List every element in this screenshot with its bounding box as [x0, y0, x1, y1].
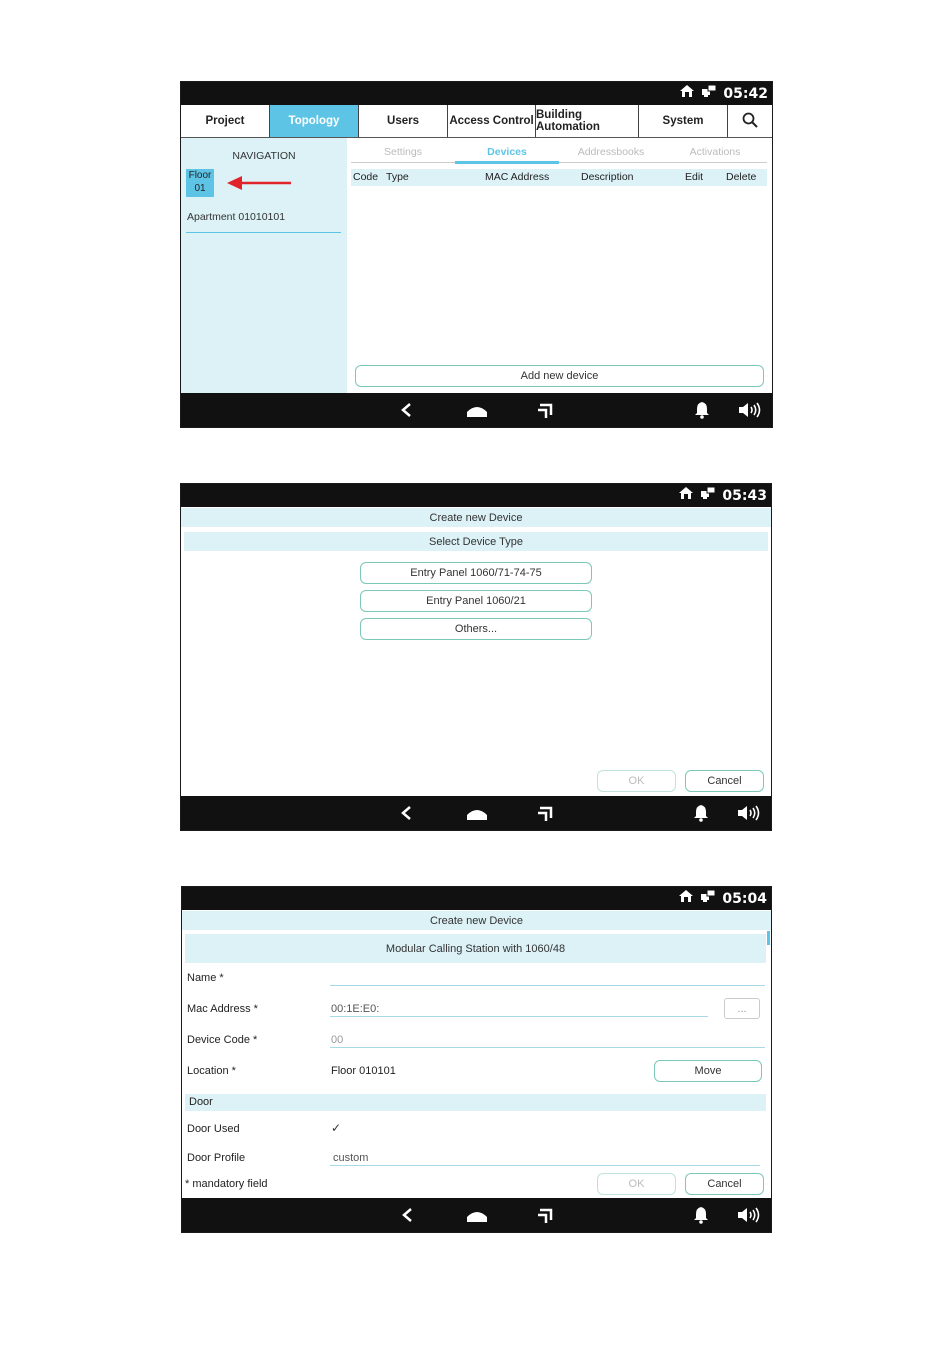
- network-status-icon: [701, 84, 717, 103]
- volume-icon[interactable]: [738, 400, 764, 420]
- status-bar: [181, 484, 771, 507]
- scrollbar[interactable]: [767, 931, 770, 945]
- name-label: Name *: [187, 972, 224, 984]
- tab-project[interactable]: Project: [181, 105, 270, 137]
- subtab-settings[interactable]: Settings: [384, 146, 422, 158]
- column-delete: Delete: [726, 171, 757, 183]
- tab-access-control[interactable]: Access Control: [448, 105, 536, 137]
- column-code: Code: [353, 171, 379, 183]
- mac-more-button[interactable]: ...: [724, 998, 760, 1019]
- recent-apps-icon[interactable]: [534, 400, 556, 420]
- column-mac-address: MAC Address: [485, 171, 550, 183]
- home-status-icon: [678, 486, 694, 505]
- search-icon: [742, 112, 758, 131]
- floor-node[interactable]: Floor 01: [186, 169, 214, 197]
- option-entry-panel-1060-71-74-75[interactable]: Entry Panel 1060/71-74-75: [360, 562, 592, 584]
- recent-apps-icon[interactable]: [534, 803, 556, 823]
- subtab-addressbooks[interactable]: Addressbooks: [577, 146, 645, 158]
- door-section-title: Door: [189, 1096, 213, 1108]
- column-description: Description: [581, 171, 634, 183]
- door-used-checkbox[interactable]: ✓: [331, 1121, 342, 1135]
- navigation-title: NAVIGATION: [232, 150, 296, 162]
- column-type: Type: [386, 171, 409, 183]
- door-used-label: Door Used: [187, 1123, 240, 1135]
- navigation-bar: [181, 393, 772, 427]
- option-entry-panel-1060-21[interactable]: Entry Panel 1060/21: [360, 590, 592, 612]
- subtab-activations[interactable]: Activations: [689, 146, 741, 158]
- cancel-button[interactable]: Cancel: [685, 770, 764, 792]
- door-profile-label: Door Profile: [187, 1152, 246, 1164]
- cancel-button[interactable]: Cancel: [685, 1173, 764, 1195]
- bell-icon[interactable]: [691, 400, 713, 420]
- back-icon[interactable]: [395, 803, 417, 823]
- location-value: Floor 010101: [331, 1065, 396, 1077]
- status-bar: [181, 82, 772, 105]
- ok-button[interactable]: OK: [597, 770, 676, 792]
- dialog-subtitle: Select Device Type: [184, 532, 768, 551]
- bell-icon[interactable]: [690, 1205, 712, 1225]
- screen-topology: [180, 81, 773, 428]
- mandatory-note: * mandatory field: [185, 1178, 268, 1190]
- move-button[interactable]: Move: [654, 1060, 762, 1082]
- home-status-icon: [679, 84, 695, 103]
- mac-address-field[interactable]: 00:1E:E0:: [331, 1003, 380, 1015]
- screen-create-device-form: [181, 886, 772, 1233]
- pointer-arrow: [226, 175, 292, 196]
- device-code-label: Device Code *: [187, 1034, 258, 1046]
- volume-icon[interactable]: [737, 803, 763, 823]
- apartment-item[interactable]: Apartment 01010101: [187, 211, 286, 223]
- add-new-device-button[interactable]: Add new device: [355, 365, 764, 387]
- navigation-bar: [182, 1198, 771, 1232]
- screen-select-device-type: [180, 483, 772, 831]
- home-icon[interactable]: [464, 803, 490, 823]
- devices-table-header: [351, 169, 767, 186]
- dialog-subtitle: Modular Calling Station with 1060/48: [185, 934, 766, 963]
- navigation-bar: [181, 796, 771, 830]
- door-section-header: [185, 1094, 766, 1111]
- mac-address-label: Mac Address *: [187, 1003, 258, 1015]
- location-label: Location *: [187, 1065, 236, 1077]
- network-status-icon: [700, 486, 716, 505]
- back-icon[interactable]: [395, 400, 417, 420]
- status-time: 05:04: [722, 890, 767, 907]
- recent-apps-icon[interactable]: [534, 1205, 556, 1225]
- status-time: 05:43: [722, 487, 767, 504]
- tab-system[interactable]: System: [639, 105, 728, 137]
- home-status-icon: [678, 889, 694, 908]
- navigation-panel: [181, 138, 347, 393]
- subtab-devices[interactable]: Devices: [487, 146, 527, 158]
- ok-button[interactable]: OK: [597, 1173, 676, 1195]
- volume-icon[interactable]: [737, 1205, 763, 1225]
- name-field[interactable]: [330, 969, 765, 985]
- tab-building-automation[interactable]: Building Automation: [536, 105, 639, 137]
- search-button[interactable]: [728, 105, 772, 137]
- tab-users[interactable]: Users: [359, 105, 448, 137]
- device-code-field[interactable]: 00: [331, 1034, 344, 1046]
- dialog-title: Create new Device: [181, 508, 771, 527]
- dialog-title: Create new Device: [182, 911, 771, 930]
- network-status-icon: [700, 889, 716, 908]
- bell-icon[interactable]: [690, 803, 712, 823]
- home-icon[interactable]: [464, 1205, 490, 1225]
- status-bar: [182, 887, 771, 910]
- status-time: 05:42: [723, 85, 768, 102]
- tab-topology[interactable]: Topology: [270, 105, 359, 137]
- home-icon[interactable]: [464, 400, 490, 420]
- column-edit: Edit: [685, 171, 704, 183]
- option-others[interactable]: Others...: [360, 618, 592, 640]
- back-icon[interactable]: [396, 1205, 418, 1225]
- door-profile-field[interactable]: custom: [333, 1152, 369, 1164]
